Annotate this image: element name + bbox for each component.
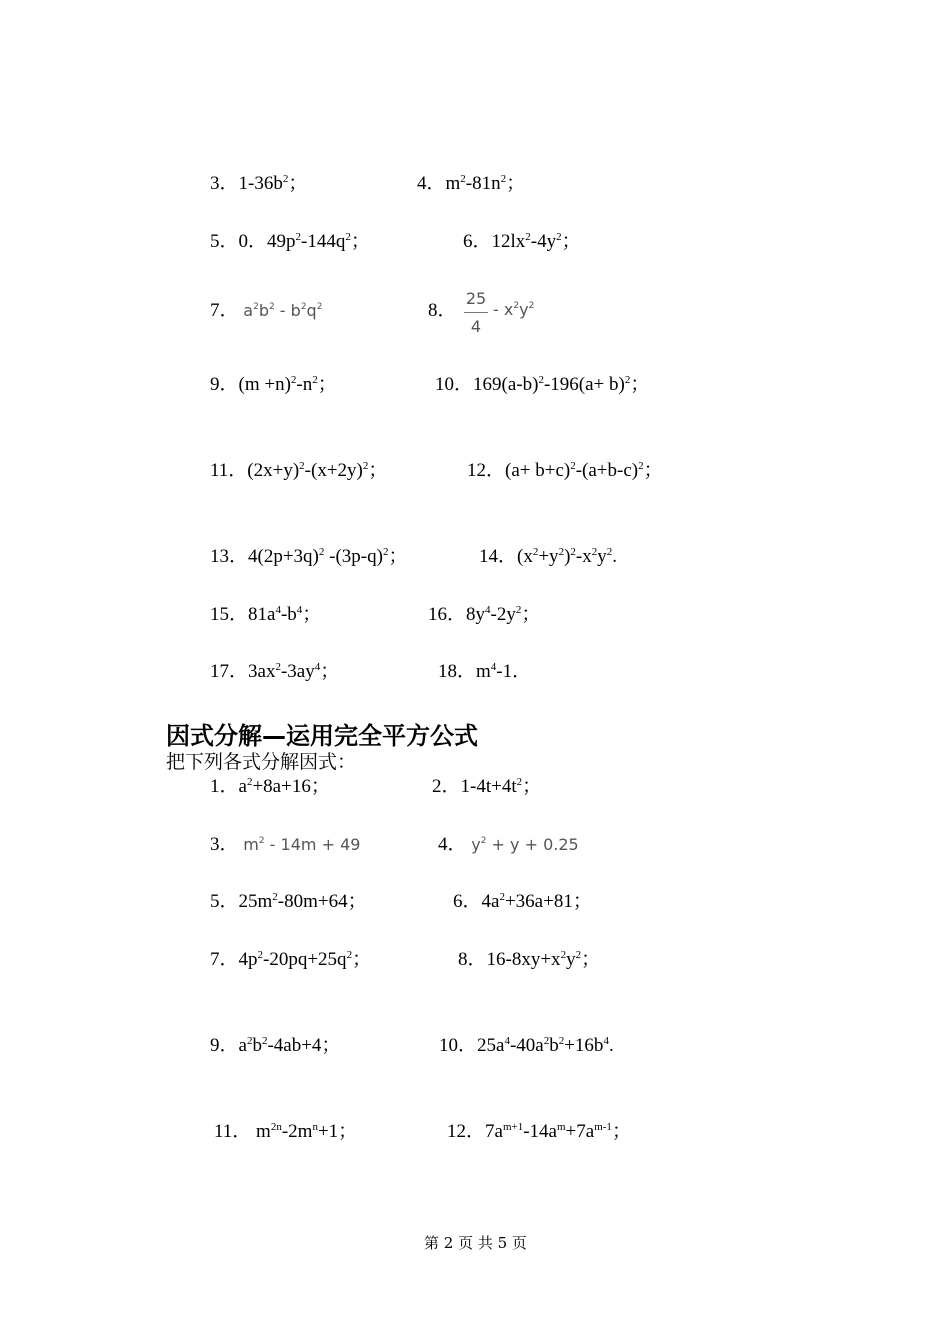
- expr-text: m: [476, 661, 491, 682]
- exponent: n: [312, 1121, 318, 1133]
- expr-text: 25a: [477, 1035, 505, 1056]
- expr-text: +8a+16；: [252, 776, 330, 797]
- problem-11: [210, 461, 387, 480]
- expr-text: ；: [350, 231, 370, 252]
- problem-number: 10．: [435, 374, 474, 395]
- expr-text: 12lx: [491, 231, 526, 252]
- expr-text: -(x+2y): [304, 460, 363, 481]
- exponent: 2: [382, 546, 389, 558]
- expr-text: 1-4t+4t: [460, 776, 517, 797]
- square-problem-6: [453, 892, 592, 911]
- expr-text: +36a+81；: [504, 891, 592, 912]
- fraction-25-4: [464, 289, 488, 336]
- square-problem-11: [214, 1122, 357, 1141]
- expr-text: -81n: [465, 173, 501, 194]
- exponent: 2: [570, 546, 576, 558]
- expr-text: 8y: [466, 604, 486, 625]
- expr-text: (2x+y): [247, 460, 300, 481]
- exponent: 2: [272, 891, 278, 903]
- exponent: m: [556, 1121, 566, 1133]
- expr-text: ；: [317, 374, 337, 395]
- expr-text: 169(a-b): [473, 374, 539, 395]
- exponent: 2: [299, 460, 305, 472]
- problem-3: [210, 174, 307, 193]
- exponent: 2: [316, 302, 323, 312]
- exponent: 2: [624, 374, 631, 386]
- fraction-numerator: 25: [464, 289, 488, 313]
- square-problem-1: [210, 777, 330, 796]
- problem-number: 15．: [210, 604, 249, 625]
- exponent: 4: [485, 604, 491, 616]
- problem-number: 12．: [447, 1121, 486, 1142]
- exponent: 2: [556, 231, 562, 243]
- exponent: 2: [525, 231, 531, 243]
- expr-text: (m +n): [238, 374, 291, 395]
- expr-text: ；: [643, 460, 663, 481]
- problem-7: [210, 301, 322, 320]
- exponent: 2: [500, 173, 507, 185]
- problem-9: [210, 375, 337, 394]
- exponent: 4: [314, 661, 321, 673]
- exponent: 2: [480, 836, 487, 846]
- expr-text: y: [519, 300, 529, 319]
- expr-text: -80m+64；: [277, 891, 367, 912]
- exponent: 2: [528, 301, 535, 311]
- square-problem-8: [458, 950, 600, 969]
- expr-text: a: [238, 1035, 247, 1056]
- exponent: 2: [275, 661, 281, 673]
- expr-text: 4a: [481, 891, 500, 912]
- problem-number: 3．: [210, 173, 239, 194]
- expr-text: - x: [493, 300, 514, 319]
- exponent: 2: [560, 949, 567, 961]
- problem-number: 5．: [210, 231, 239, 252]
- expr-text: m: [256, 1121, 271, 1142]
- expr-text: -4y: [530, 231, 557, 252]
- expr-text: -1．: [496, 661, 532, 682]
- expr-text: y: [597, 546, 607, 567]
- page-footer: 第 2 页 共 5 页: [424, 1234, 527, 1252]
- expr-text: 0．49p: [238, 231, 296, 252]
- square-problem-3: [210, 835, 360, 854]
- exponent: 2: [499, 891, 505, 903]
- exponent: 2: [312, 374, 318, 386]
- exponent: 2: [258, 836, 265, 846]
- exponent: 2: [345, 231, 351, 243]
- expr-text: 16-8xy+x: [486, 949, 561, 970]
- expr-text: b: [252, 1035, 262, 1056]
- expr-text: +16b: [564, 1035, 604, 1056]
- exponent: 2: [295, 231, 302, 243]
- problem-18: [438, 662, 531, 681]
- expr-text: -b: [280, 604, 297, 625]
- problem-15: [210, 605, 321, 624]
- problem-13: [210, 547, 407, 566]
- exponent: 2: [575, 949, 582, 961]
- expr-text: a: [238, 776, 247, 797]
- problem-number: 11．: [210, 460, 248, 481]
- expr-text: -2m: [281, 1121, 313, 1142]
- exponent: 2: [558, 1035, 565, 1047]
- problem-5: [210, 232, 370, 251]
- expr-text: ；: [302, 604, 322, 625]
- exponent: 2n: [270, 1121, 282, 1133]
- problem-number: 12．: [467, 460, 506, 481]
- section-instruction: 把下列各式分解因式：: [166, 751, 357, 773]
- problem-6: [463, 232, 581, 251]
- expr-text: +1；: [317, 1121, 358, 1142]
- expr-text: ；: [506, 173, 526, 194]
- exponent: 4: [490, 661, 497, 673]
- expr-text: 4(2p+3q): [248, 546, 319, 567]
- formula-image-3: [243, 835, 360, 854]
- expr-text: -144q: [301, 231, 346, 252]
- expr-text: ；: [611, 1121, 631, 1142]
- square-problem-9: [210, 1036, 340, 1055]
- exponent: 2: [513, 301, 520, 311]
- problem-number: 9．: [210, 1035, 239, 1056]
- exponent: 2: [606, 546, 613, 558]
- problem-number: 14．: [479, 546, 518, 567]
- exponent: 2: [516, 776, 523, 788]
- exponent: 2: [570, 460, 576, 472]
- exponent: 2: [290, 374, 297, 386]
- section-title: 因式分解—运用完全平方公式: [166, 722, 478, 750]
- exponent: 4: [296, 604, 303, 616]
- fraction-denominator: 4: [470, 317, 482, 336]
- expr-text: ；: [388, 546, 408, 567]
- problem-number: 13．: [210, 546, 249, 567]
- expr-text: ；: [352, 949, 372, 970]
- expr-text: -4ab+4；: [267, 1035, 341, 1056]
- square-problem-7: [210, 950, 371, 969]
- expr-text: 4p: [238, 949, 258, 970]
- problem-number: 6．: [453, 891, 482, 912]
- expr-text: m: [243, 835, 259, 854]
- exponent: m+1: [502, 1121, 524, 1133]
- problem-17: [210, 662, 339, 681]
- problem-8: [428, 301, 457, 320]
- exponent: 2: [268, 302, 275, 312]
- square-problem-10: [439, 1036, 614, 1055]
- expr-text: - b: [274, 301, 301, 320]
- expr-text: 81a: [248, 604, 276, 625]
- exponent: 2: [532, 546, 539, 558]
- problem-number: 3．: [210, 834, 239, 855]
- problem-12: [467, 461, 663, 480]
- expr-text: b: [258, 301, 269, 320]
- expr-text: 25m: [238, 891, 273, 912]
- expr-text: ；: [561, 231, 581, 252]
- problem-number: 1．: [210, 776, 239, 797]
- expr-text: a: [243, 301, 254, 320]
- exponent: 2: [246, 1035, 253, 1047]
- problem-number: 17．: [210, 661, 249, 682]
- expr-text: ；: [522, 776, 542, 797]
- problem-number: 11．: [214, 1121, 252, 1142]
- formula-image-4: [471, 835, 578, 854]
- expr-text: - 14m + 49: [264, 835, 361, 854]
- exponent: 2: [346, 949, 353, 961]
- exponent: 2: [591, 546, 598, 558]
- exponent: 2: [362, 460, 369, 472]
- exponent: 2: [257, 949, 264, 961]
- exponent: 2: [515, 604, 522, 616]
- square-problem-4: [438, 835, 579, 854]
- expr-text: ): [564, 546, 571, 567]
- exponent: 2: [543, 1035, 550, 1047]
- expr-text: -(a+b-c): [575, 460, 639, 481]
- exponent: 2: [300, 302, 307, 312]
- expr-text: -20pq+25q: [263, 949, 347, 970]
- expr-text: +y: [538, 546, 559, 567]
- exponent: 2: [318, 546, 325, 558]
- expr-text: -n: [296, 374, 313, 395]
- expr-text: -14a: [523, 1121, 557, 1142]
- problem-number: 16．: [428, 604, 467, 625]
- problem-number: 8．: [458, 949, 487, 970]
- problem-number: 2．: [432, 776, 461, 797]
- formula-image-7: [243, 301, 322, 320]
- expr-text: -196(a+ b): [543, 374, 625, 395]
- expr-text: -(3p-q): [324, 546, 383, 567]
- problem-number: 5．: [210, 891, 239, 912]
- problem-number: 7．: [210, 300, 239, 321]
- expr-text: ；: [630, 374, 650, 395]
- exponent: 4: [275, 604, 281, 616]
- exponent: 2: [460, 173, 466, 185]
- expr-text: 1-36b: [238, 173, 283, 194]
- square-problem-2: [432, 777, 541, 796]
- expr-text: (a+ b+c): [505, 460, 571, 481]
- expr-text: q: [306, 301, 317, 320]
- expr-text: m: [445, 173, 461, 194]
- problem-16: [428, 605, 540, 624]
- expr-text: ；: [368, 460, 388, 481]
- problem-4: [417, 174, 525, 193]
- exponent: 4: [504, 1035, 510, 1047]
- expr-text: +7a: [565, 1121, 595, 1142]
- expr-text: y: [566, 949, 576, 970]
- exponent: 2: [282, 173, 289, 185]
- problem-number: 4．: [438, 834, 467, 855]
- problem-number: 18．: [438, 661, 477, 682]
- expr-text: -x: [575, 546, 592, 567]
- problem-number: 7．: [210, 949, 239, 970]
- expr-text: y: [471, 835, 481, 854]
- formula-image-8: [493, 302, 534, 318]
- exponent: 2: [261, 1035, 268, 1047]
- expr-text: ；: [288, 173, 308, 194]
- problem-number: 9．: [210, 374, 239, 395]
- problem-10: [435, 375, 649, 394]
- problem-14: [479, 547, 617, 566]
- expr-text: -3ay: [280, 661, 315, 682]
- exponent: 2: [246, 776, 253, 788]
- expr-text: .: [608, 1035, 614, 1056]
- expr-text: 3ax: [248, 661, 276, 682]
- expr-text: ；: [320, 661, 340, 682]
- exponent: 2: [638, 460, 644, 472]
- exponent: 2: [558, 546, 565, 558]
- expr-text: (x: [517, 546, 533, 567]
- expr-text: ；: [581, 949, 601, 970]
- exponent: m-1: [594, 1121, 612, 1133]
- expr-text: .: [612, 546, 617, 567]
- expr-text: + y + 0.25: [486, 835, 579, 854]
- expr-text: 7a: [485, 1121, 503, 1142]
- problem-number: 4．: [417, 173, 446, 194]
- problem-number: 6．: [463, 231, 492, 252]
- expr-text: -2y: [490, 604, 516, 625]
- exponent: 4: [603, 1035, 609, 1047]
- expr-text: b: [549, 1035, 559, 1056]
- square-problem-5: [210, 892, 367, 911]
- expr-text: -40a: [509, 1035, 544, 1056]
- problem-number: 8．: [428, 300, 457, 321]
- problem-number: 10．: [439, 1035, 478, 1056]
- exponent: 2: [253, 302, 259, 312]
- exponent: 2: [538, 374, 544, 386]
- square-problem-12: [447, 1122, 631, 1141]
- expr-text: ；: [521, 604, 541, 625]
